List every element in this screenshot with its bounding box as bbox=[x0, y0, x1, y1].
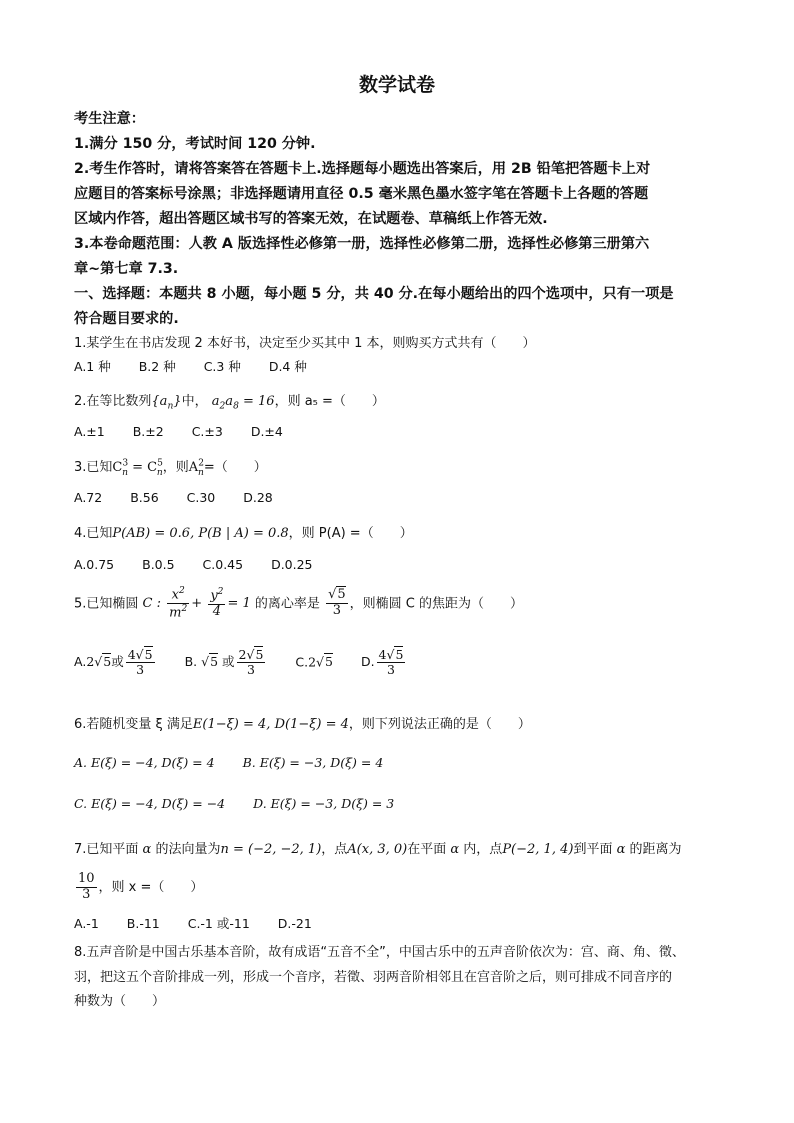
option-a: A. E(ξ) = −4, D(ξ) = 4 bbox=[74, 755, 215, 770]
option-a: A.2√5或 $\frac{4√5}{3}$ bbox=[74, 647, 153, 678]
option-a: A.-1 bbox=[74, 916, 99, 931]
question-1-stem: 1.某学生在书店发现 2 本好书，决定至少买其中 1 本，则购买方式共有（ ） bbox=[74, 336, 536, 351]
notice-item-2-line-1: 2.考生作答时，请将答案答在答题卡上.选择题每小题选出答案后，用 2B 铅笔把答题卡上对 bbox=[74, 161, 651, 177]
option-a: A.1 种 bbox=[74, 359, 111, 374]
option-c: C.0.45 bbox=[202, 557, 244, 572]
point-a: A(x, 3, 0) bbox=[347, 842, 408, 857]
question-8-line-1: 8.五声音阶是中国古乐基本音阶，故有成语“五音不全”，中国古乐中的五声音阶依次为：宫、商、角、徵、 bbox=[74, 945, 685, 960]
option-d: D.0.25 bbox=[271, 557, 313, 572]
option-b: B.±2 bbox=[132, 424, 164, 439]
option-b: B. E(ξ) = −3, D(ξ) = 4 bbox=[242, 755, 384, 770]
question-8-line-3: 种数为（ ） bbox=[74, 994, 166, 1009]
option-b: B.2 种 bbox=[138, 359, 176, 374]
option-c: C.3 种 bbox=[203, 359, 241, 374]
option-c: C. E(ξ) = −4, D(ξ) = −4 bbox=[74, 796, 226, 811]
option-d: D.28 bbox=[243, 490, 273, 505]
option-c: C.-1 或-11 bbox=[187, 916, 250, 931]
formula-q4: P(AB) = 0.6, P(B | A) = 0.8 bbox=[112, 526, 289, 541]
option-d: D. $\frac{4√5}{3}$ bbox=[360, 647, 404, 678]
section-heading-line-1: 一、选择题：本题共 8 小题，每小题 5 分，共 40 分.在每小题给出的四个选项中，只有一项是 bbox=[74, 286, 674, 302]
normal-vector: n = (−2, −2, 1) bbox=[220, 842, 322, 857]
notice-item-3-line-2: 章~第七章 7.3. bbox=[74, 261, 179, 277]
section-heading-line-2: 符合题目要求的. bbox=[74, 311, 179, 327]
option-a: A.72 bbox=[74, 490, 103, 505]
formula-q3: $C^3_n = C^5_n$ bbox=[112, 458, 163, 478]
question-8-line-2: 羽，把这五个音阶排成一列，形成一个音序，若徵、羽两音阶相邻且在宫音阶之后，则可排成不同音序的 bbox=[74, 970, 673, 985]
option-b: B.56 bbox=[130, 490, 159, 505]
notice-item-2-line-2: 应题目的答案标号涂黑；非选择题请用直径 0.5 毫米黑色墨水签字笔在答题卡上各题的答题 bbox=[74, 186, 649, 202]
ellipse-formula: C : $\frac{x^2}{m^2}$ + $\frac{y^2}{4}$ = 1 bbox=[142, 586, 251, 621]
option-d: D.-21 bbox=[277, 916, 312, 931]
question-6-options-row-1 bbox=[74, 755, 383, 770]
question-7-stem-cont: $\frac{10}{3}$ ，则 x =（ ） bbox=[78, 871, 204, 902]
question-5-options bbox=[74, 648, 407, 678]
question-4-options bbox=[74, 557, 313, 572]
option-a: A.±1 bbox=[74, 424, 105, 439]
question-6-stem: 6.若随机变量 ξ 满足E(1−ξ) = 4, D(1−ξ) = 4，则下列说法正确的是（ ） bbox=[74, 717, 531, 732]
option-b: B.0.5 bbox=[142, 557, 175, 572]
question-6-options-row-2 bbox=[74, 796, 394, 811]
question-7-options bbox=[74, 914, 312, 932]
formula-q2: $a_2a_8 = 16$ bbox=[211, 394, 275, 412]
question-3-options bbox=[74, 490, 273, 505]
notice-heading: 考生注意： bbox=[74, 111, 145, 127]
distance-value: $\frac{10}{3}$ bbox=[78, 871, 95, 902]
formula-q6: E(1−ξ) = 4, D(1−ξ) = 4 bbox=[192, 717, 349, 732]
eccentricity-value: $\frac{√5}{3}$ bbox=[328, 587, 346, 619]
formula-a-n-2: $A^2_n$ bbox=[188, 458, 204, 478]
question-4-stem: 4.已知P(AB) = 0.6, P(B | A) = 0.8，则 P(A) =（ ） bbox=[74, 526, 413, 541]
page-title: 数学试卷 bbox=[358, 74, 435, 96]
option-d: D. E(ξ) = −3, D(ξ) = 3 bbox=[253, 796, 395, 811]
notice-item-2-line-3: 区域内作答，超出答题区域书写的答案无效，在试题卷、草稿纸上作答无效. bbox=[74, 211, 548, 227]
question-7-stem: 7.已知平面 α 的法向量为n = (−2, −2, 1)，点A(x, 3, 0)在平面 α 内，点P(−2, 1, 4)到平面 α 的距离为 bbox=[74, 842, 682, 857]
notice-item-3-line-1: 3.本卷命题范围：人教 A 版选择性必修第一册，选择性必修第二册，选择性必修第三册第六 bbox=[74, 236, 650, 252]
question-2-options bbox=[74, 424, 283, 439]
notice-item-1: 1.满分 150 分，考试时间 120 分钟. bbox=[74, 136, 316, 152]
option-a: A.0.75 bbox=[74, 557, 115, 572]
question-3-stem: 3.已知$C^3_n = C^5_n$，则$A^2_n=$（ ） bbox=[74, 458, 267, 478]
option-d: D.4 种 bbox=[268, 359, 307, 374]
option-c: C.2√5 bbox=[295, 654, 333, 670]
option-c: C.30 bbox=[186, 490, 216, 505]
option-d: D.±4 bbox=[250, 424, 283, 439]
option-b: B.-11 bbox=[126, 916, 160, 931]
question-2-stem: 2.在等比数列$\{a_n\}$中， $a_2a_8 = 16$，则 a₅ =（ ） bbox=[74, 394, 385, 412]
option-b: B. √5 或 $\frac{2√5}{3}$ bbox=[184, 647, 264, 678]
question-1-options bbox=[74, 357, 307, 375]
point-p: P(−2, 1, 4) bbox=[502, 842, 574, 857]
option-c: C.±3 bbox=[191, 424, 223, 439]
sequence-an: $\{a_n\}$ bbox=[151, 394, 182, 412]
question-5-stem: 5.已知椭圆 C : $\frac{x^2}{m^2}$ + $\frac{y^2}{4}$ = 1 的离心率是 $\frac{√5}{3}$ ，则椭圆 C 的焦距为（ ） bbox=[74, 586, 523, 621]
